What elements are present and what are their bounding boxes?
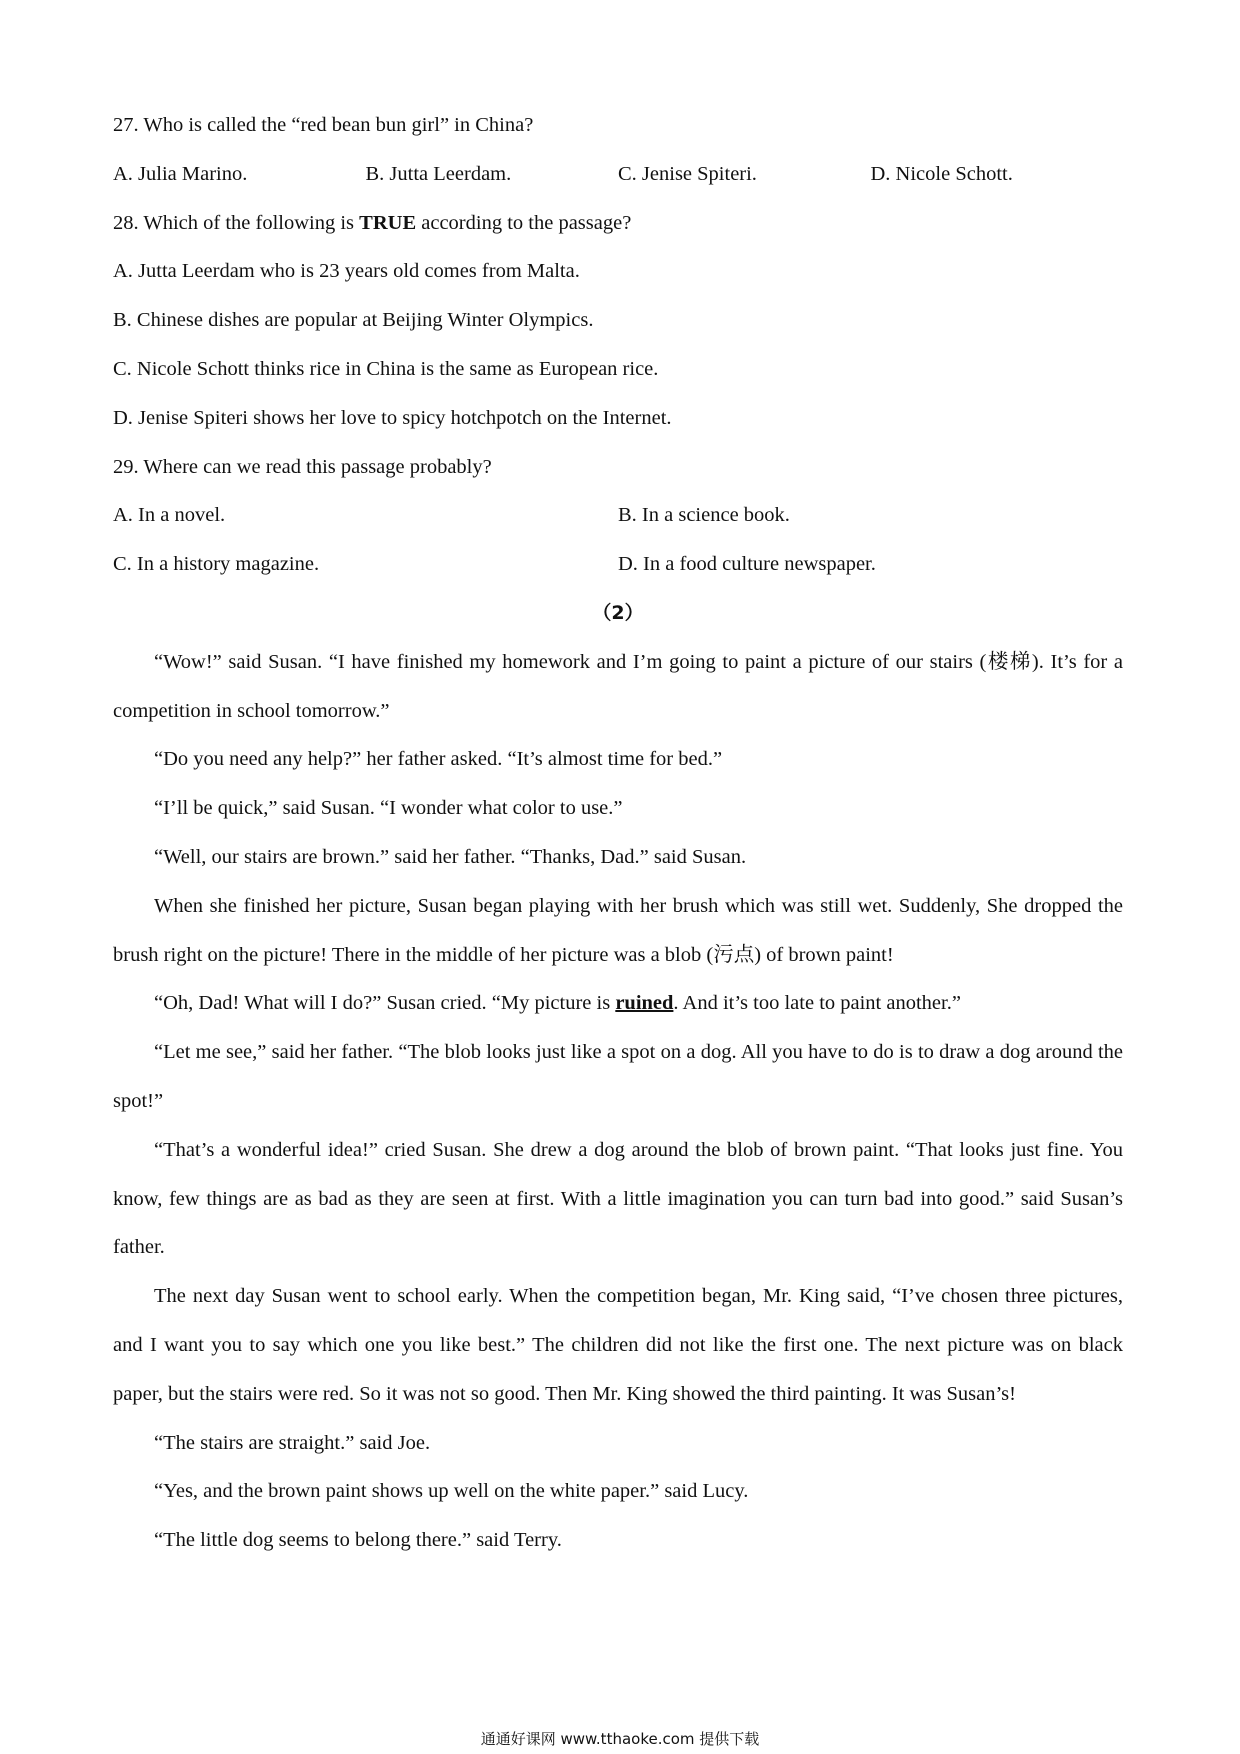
- section-title: （2）: [592, 601, 644, 624]
- question-27-options: [113, 150, 1123, 199]
- option-b: B. Chinese dishes are popular at Beijing Winter Olympics.: [113, 309, 594, 332]
- option-a: A. Julia Marino.: [113, 162, 248, 185]
- passage-paragraph: “Wow!” said Susan. “I have finished my homework and I’m going to paint a picture of our stairs (楼梯). It’s for a competition in school tomorrow.”: [113, 650, 1123, 722]
- passage-paragraph: The next day Susan went to school early. When the competition began, Mr. King said, “I’ve chosen three pictures, and I want you to say which one you like best.” The children did not like the first one. The next picture was on black paper, but the stairs were red. So it was not so good. Then Mr. King showed the third painting. It was Susan’s!: [113, 1285, 1123, 1405]
- passage-paragraph: “The little dog seems to belong there.” said Terry.: [154, 1529, 562, 1552]
- question-29-options-row-1: [113, 491, 1123, 540]
- option-d: D. In a food culture newspaper.: [618, 553, 876, 576]
- stem-emphasis: TRUE: [359, 211, 417, 234]
- passage-paragraph: “Do you need any help?” her father asked. “It’s almost time for bed.”: [154, 748, 723, 771]
- question-27-stem: 27. Who is called the “red bean bun girl” in China?: [113, 114, 534, 136]
- question-29-options-row-2: [113, 540, 1123, 589]
- option-c: C. In a history magazine.: [113, 553, 320, 576]
- option-a: A. Jutta Leerdam who is 23 years old comes from Malta.: [113, 260, 580, 283]
- option-a: A. In a novel.: [113, 504, 226, 527]
- question-28-stem: [113, 199, 1123, 248]
- paragraph-text: . And it’s too late to paint another.”: [673, 992, 961, 1015]
- passage-paragraph: “That’s a wonderful idea!” cried Susan. She drew a dog around the blob of brown paint. “That looks just fine. You know, few things are as bad as they are seen at first. With a little imagination you can turn bad into good.” said Susan’s father.: [113, 1138, 1123, 1259]
- question-29-stem: 29. Where can we read this passage probably?: [113, 455, 492, 478]
- option-c: C. Jenise Spiteri.: [618, 162, 757, 185]
- stem-text: 28. Which of the following is: [113, 211, 360, 234]
- passage-paragraph: When she finished her picture, Susan began playing with her brush which was still wet. Suddenly, She dropped the brush right on the picture! There in the middle of her picture was a blob (污点) of brown paint!: [113, 894, 1123, 966]
- document-page: [113, 101, 1123, 1565]
- page-footer: 通通好课网 www.tthaoke.com 提供下载: [480, 1730, 760, 1748]
- passage-paragraph: “The stairs are straight.” said Joe.: [154, 1431, 431, 1454]
- passage-paragraph: “I’ll be quick,” said Susan. “I wonder what color to use.”: [154, 797, 623, 820]
- paragraph-text: “Oh, Dad! What will I do?” Susan cried. “My picture is: [154, 992, 616, 1015]
- passage-paragraph: “Yes, and the brown paint shows up well on the white paper.” said Lucy.: [154, 1480, 749, 1503]
- option-d: D. Jenise Spiteri shows her love to spicy hotchpotch on the Internet.: [113, 406, 672, 429]
- option-c: C. Nicole Schott thinks rice in China is the same as European rice.: [113, 357, 659, 380]
- passage-paragraph: “Well, our stairs are brown.” said her father. “Thanks, Dad.” said Susan.: [154, 845, 747, 868]
- option-b: B. In a science book.: [618, 504, 790, 527]
- passage-paragraph: “Let me see,” said her father. “The blob looks just like a spot on a dog. All you have to do is to draw a dog around the spot!”: [113, 1041, 1123, 1112]
- underlined-word: ruined: [615, 992, 674, 1015]
- option-d: D. Nicole Schott.: [870, 162, 1013, 185]
- passage-paragraph: [113, 979, 1123, 1028]
- option-b: B. Jutta Leerdam.: [365, 162, 512, 185]
- stem-text: according to the passage?: [416, 211, 632, 234]
